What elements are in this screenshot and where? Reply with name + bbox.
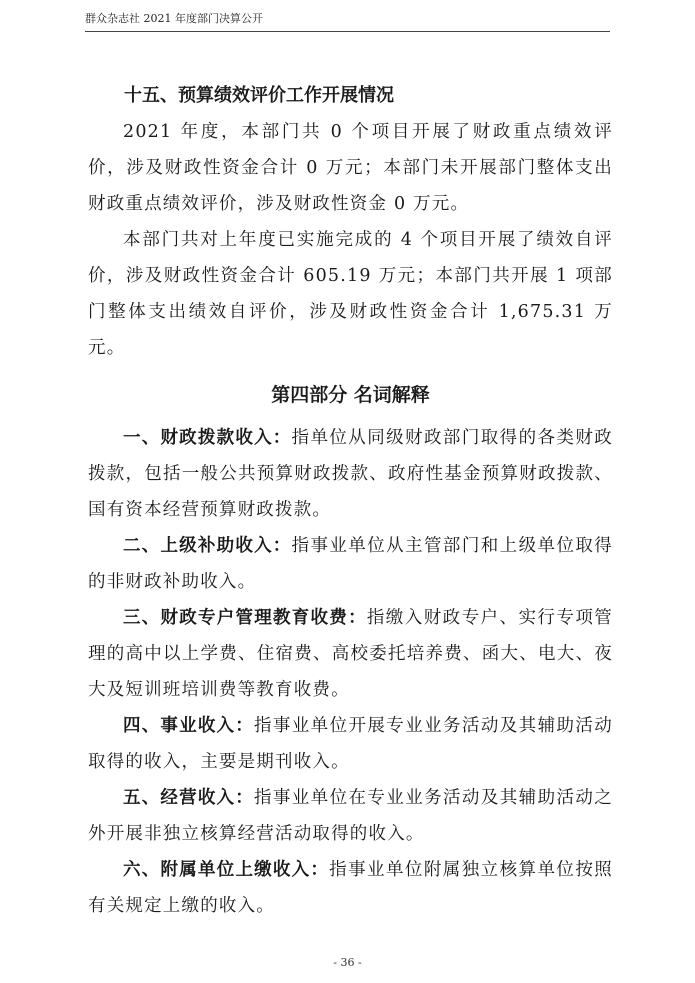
term-label: 四、事业收入： [123,716,254,736]
term-label: 五、经营收入： [123,788,254,808]
page-header: 群众杂志社 2021 年度部门决算公开 [85,12,263,25]
definition-text: 指缴入财政专户、实行专项管理的高中以上学费、住宿费、高校委托培养费、函大、电大、夜大及短训班培训费等教育收费。 [88,608,613,700]
document-body [88,78,613,924]
term-definition [88,780,613,852]
term-label: 一、财政拨款收入： [123,428,292,448]
header-divider [85,31,610,32]
term-definition [88,600,613,708]
definition-text: 指单位从同级财政部门取得的各类财政拨款，包括一般公共预算财政拨款、政府性基金预算财政拨款、国有资本经营预算财政拨款。 [88,428,613,520]
term-label: 六、附属单位上缴收入： [123,860,330,880]
page-number: - 36 - [333,956,362,969]
part-title: 第四部分 名词解释 [271,384,430,406]
definition-text: 指事业单位开展专业业务活动及其辅助活动取得的收入，主要是期刊收入。 [88,716,613,772]
paragraph: 2021 年度，本部门共 0 个项目开展了财政重点绩效评价，涉及财政性资金合计 0 万元；本部门未开展部门整体支出财政重点绩效评价，涉及财政性资金 0 万元。 [88,122,613,214]
definition-text: 指事业单位在专业业务活动及其辅助活动之外开展非独立核算经营活动取得的收入。 [88,788,613,844]
term-definition [88,420,613,528]
term-label: 三、财政专户管理教育收费： [123,608,367,628]
term-label: 二、上级补助收入： [123,536,292,556]
term-definition [88,708,613,780]
term-definition [88,528,613,600]
section-title: 十五、预算绩效评价工作开展情况 [124,85,394,106]
definition-text: 指事业单位从主管部门和上级单位取得的非财政补助收入。 [88,536,613,592]
term-definition [88,852,613,924]
definition-text: 指事业单位附属独立核算单位按照有关规定上缴的收入。 [88,860,613,916]
paragraph: 本部门共对上年度已实施完成的 4 个项目开展了绩效自评价，涉及财政性资金合计 605.19 万元；本部门共开展 1 项部门整体支出绩效自评价，涉及财政性资金合计 1,675.31 万元。 [88,230,613,358]
